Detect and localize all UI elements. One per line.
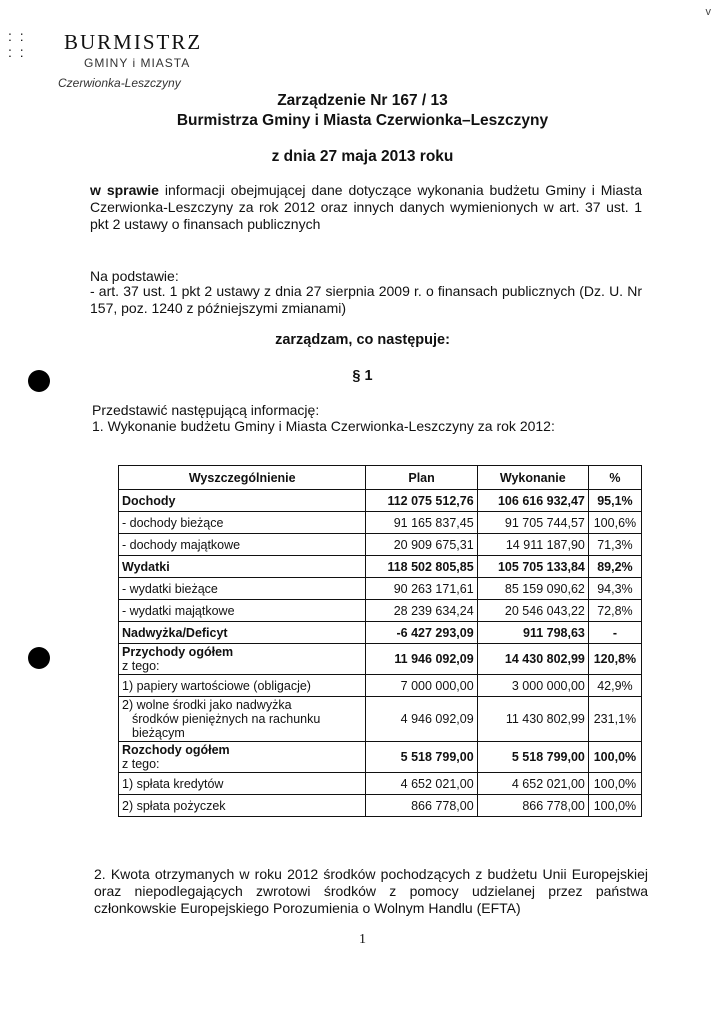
row-percent: - [588, 622, 641, 644]
row-label: Dochody [119, 490, 366, 512]
header-plan: Plan [366, 466, 477, 490]
header-execution: Wykonanie [477, 466, 588, 490]
row-label: Rozchody ogółem [122, 743, 230, 757]
row-plan: 7 000 000,00 [366, 675, 477, 697]
row-execution: 105 705 133,84 [477, 556, 588, 578]
order-heading: zarządzam, co następuje: [275, 332, 450, 348]
table-row [119, 622, 642, 644]
row-percent: 94,3% [588, 578, 641, 600]
row-execution: 5 518 799,00 [477, 742, 588, 773]
row-percent: 100,0% [588, 773, 641, 795]
row-label: 1) spłata kredytów [119, 773, 366, 795]
row-percent: 100,0% [588, 742, 641, 773]
row-sublabel-2: bieżącym [132, 726, 185, 740]
table-row [119, 556, 642, 578]
row-percent: 72,8% [588, 600, 641, 622]
basis-item: - art. 37 ust. 1 pkt 2 ustawy z dnia 27 sierpnia 2009 r. o finansach publicznych (Dz. U. Nr 157, poz. 1240 z późniejszymi zmianami) [90, 283, 642, 316]
row-plan: -6 427 293,09 [366, 622, 477, 644]
row-label: - dochody majątkowe [119, 534, 366, 556]
table-header-row [119, 466, 642, 490]
row-plan: 4 946 092,09 [366, 697, 477, 742]
row-sublabel: środków pieniężnych na rachunku [132, 712, 321, 726]
row-percent: 89,2% [588, 556, 641, 578]
row-execution: 11 430 802,99 [477, 697, 588, 742]
table-row [119, 795, 642, 817]
intro-text: Przedstawić następującą informację: [92, 402, 320, 418]
row-label: Nadwyżka/Deficyt [119, 622, 366, 644]
budget-table [118, 465, 642, 817]
row-execution: 85 159 090,62 [477, 578, 588, 600]
row-label: - wydatki bieżące [119, 578, 366, 600]
basis-label: Na podstawie: [90, 268, 179, 284]
row-label-cell [119, 644, 366, 675]
row-plan: 4 652 021,00 [366, 773, 477, 795]
row-percent: 71,3% [588, 534, 641, 556]
row-label: Przychody ogółem [122, 645, 234, 659]
stamp-title: BURMISTRZ [64, 30, 203, 54]
row-sublabel: z tego: [122, 659, 160, 673]
table-row [119, 742, 642, 773]
section-heading: § 1 [352, 368, 373, 384]
row-execution: 20 546 043,22 [477, 600, 588, 622]
row-label: - wydatki majątkowe [119, 600, 366, 622]
subject-paragraph [90, 182, 642, 233]
row-plan: 112 075 512,76 [366, 490, 477, 512]
row-plan: 11 946 092,09 [366, 644, 477, 675]
punch-hole-bottom [28, 647, 50, 669]
row-plan: 91 165 837,45 [366, 512, 477, 534]
document-issuer: Burmistrza Gminy i Miasta Czerwionka–Leszczyny [176, 112, 549, 129]
table-row [119, 578, 642, 600]
stamp-subtitle: GMINY i MIASTA [84, 56, 191, 70]
subject-lead: w sprawie [90, 182, 159, 198]
row-percent: 100,0% [588, 795, 641, 817]
row-plan: 866 778,00 [366, 795, 477, 817]
table-row [119, 644, 642, 675]
row-label: 1) papiery wartościowe (obligacje) [119, 675, 366, 697]
row-execution: 91 705 744,57 [477, 512, 588, 534]
row-label: Wydatki [119, 556, 366, 578]
table-row [119, 675, 642, 697]
row-sublabel: z tego: [122, 757, 160, 771]
row-label-cell [119, 697, 366, 742]
point-1: 1. Wykonanie budżetu Gminy i Miasta Czerwionka-Leszczyny za rok 2012: [92, 418, 555, 434]
row-percent: 100,6% [588, 512, 641, 534]
row-execution: 106 616 932,47 [477, 490, 588, 512]
row-execution: 4 652 021,00 [477, 773, 588, 795]
row-execution: 14 911 187,90 [477, 534, 588, 556]
page-number: 1 [359, 932, 366, 947]
header-percent: % [588, 466, 641, 490]
row-label-cell [119, 742, 366, 773]
row-plan: 118 502 805,85 [366, 556, 477, 578]
stamp-city: Czerwionka-Leszczyny [58, 76, 181, 90]
table-row [119, 490, 642, 512]
row-percent: 120,8% [588, 644, 641, 675]
row-label: 2) spłata pożyczek [119, 795, 366, 817]
row-plan: 28 239 634,24 [366, 600, 477, 622]
row-percent: 95,1% [588, 490, 641, 512]
row-label: - dochody bieżące [119, 512, 366, 534]
document-date: z dnia 27 maja 2013 roku [271, 148, 454, 165]
row-execution: 14 430 802,99 [477, 644, 588, 675]
row-percent: 231,1% [588, 697, 641, 742]
table-row [119, 600, 642, 622]
table-row [119, 773, 642, 795]
stamp-dots: : : : : [8, 28, 26, 60]
row-execution: 866 778,00 [477, 795, 588, 817]
row-percent: 42,9% [588, 675, 641, 697]
row-execution: 911 798,63 [477, 622, 588, 644]
row-plan: 90 263 171,61 [366, 578, 477, 600]
point-2: 2. Kwota otrzymanych w roku 2012 środków pochodzących z budżetu Unii Europejskiej oraz niepodlegających zwrotowi środków z pomocy udzielanej przez państwa członkowskie Europejskiego Porozumienia o Wolnym Handlu (EFTA) [94, 866, 648, 916]
row-label: 2) wolne środki jako nadwyżka [122, 698, 292, 712]
header-description: Wyszczególnienie [119, 466, 366, 490]
corner-mark: v [705, 6, 711, 18]
table-row [119, 697, 642, 742]
row-plan: 20 909 675,31 [366, 534, 477, 556]
subject-text: informacji obejmującej dane dotyczące wykonania budżetu Gminy i Miasta Czerwionka-Leszczyny za rok 2012 oraz innych danych wymienionych w art. 37 ust. 1 pkt 2 ustawy o finansach publicznych [90, 182, 642, 232]
document-title: Zarządzenie Nr 167 / 13 [277, 92, 448, 109]
table-row [119, 512, 642, 534]
row-execution: 3 000 000,00 [477, 675, 588, 697]
table-row [119, 534, 642, 556]
row-plan: 5 518 799,00 [366, 742, 477, 773]
